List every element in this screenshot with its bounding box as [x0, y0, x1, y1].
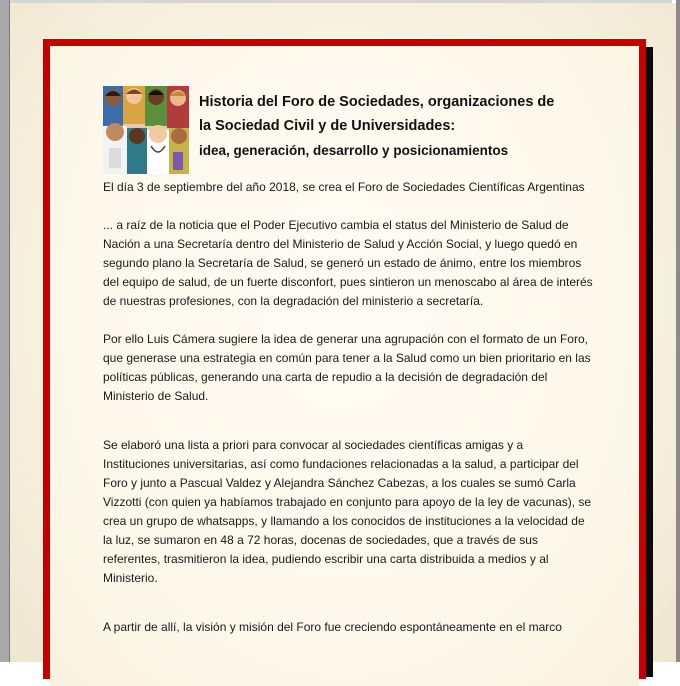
document-title-line-2: la Sociedad Civil y de Universidades: [199, 118, 456, 134]
paragraph-idea: Por ello Luis Cámera sugiere la idea de generar una agrupación con el formato de un Foro, que generase una estrategia en común para tener a la Salud como un bien prioritario en las políticas públicas, generando una carta de repudio a la decisión de degradación del Ministerio de Salud. [103, 332, 591, 403]
people-illustration-icon [103, 86, 189, 174]
left-gutter [0, 0, 9, 662]
paragraph-creation-date: El día 3 de septiembre del año 2018, se crea el Foro de Sociedades Científicas Argentinas [103, 180, 585, 194]
paragraph-convocation: Se elaboró una lista a priori para convocar al sociedades científicas amigas y a Instituciones universitarias, así como fundaciones relacionadas a la salud, a participar del Foro y junto a Pascual Valdez y Alejandra Sánchez Cabezas, a los cuales se sumó Carla Vizzotti (con quien ya habíamos trabajado en conjunto para apoyo de la ley de vacunas), se crea un grupo de whatsapps, y llamando a los conocidos de instituciones a la velocidad de la luz, se sumaron en 48 a 72 horas, docenas de sociedades, que a través de sus referentes, trasmitieron la idea, pudiendo escribir una carta distribuida a medios y al Ministerio. [103, 438, 592, 585]
document-body [103, 178, 593, 637]
paragraph-vision: A partir de allí, la visión y misión del Foro fue creciendo espontáneamente en el marco [103, 620, 562, 634]
document-title-block [199, 90, 599, 162]
paragraph-context: ... a raíz de la noticia que el Poder Ejecutivo cambia el status del Ministerio de Salud de Nación a una Secretaría dentro del Ministerio de Salud y Acción Social, y luego quedó en segundo plano la Secretaría de Salud, se generó un estado de ánimo, entre los miembros del equipo de salud, de un fuerte disconfort, pues sintieron un menoscabo al área de interés de nuestras profesiones, con la degradación del ministerio a secretaría. [103, 218, 593, 308]
document-title-line-1: Historia del Foro de Sociedades, organizaciones de [199, 94, 555, 110]
right-scroll-edge[interactable] [676, 0, 680, 662]
document-subtitle: idea, generación, desarrollo y posicionamientos [199, 143, 509, 158]
